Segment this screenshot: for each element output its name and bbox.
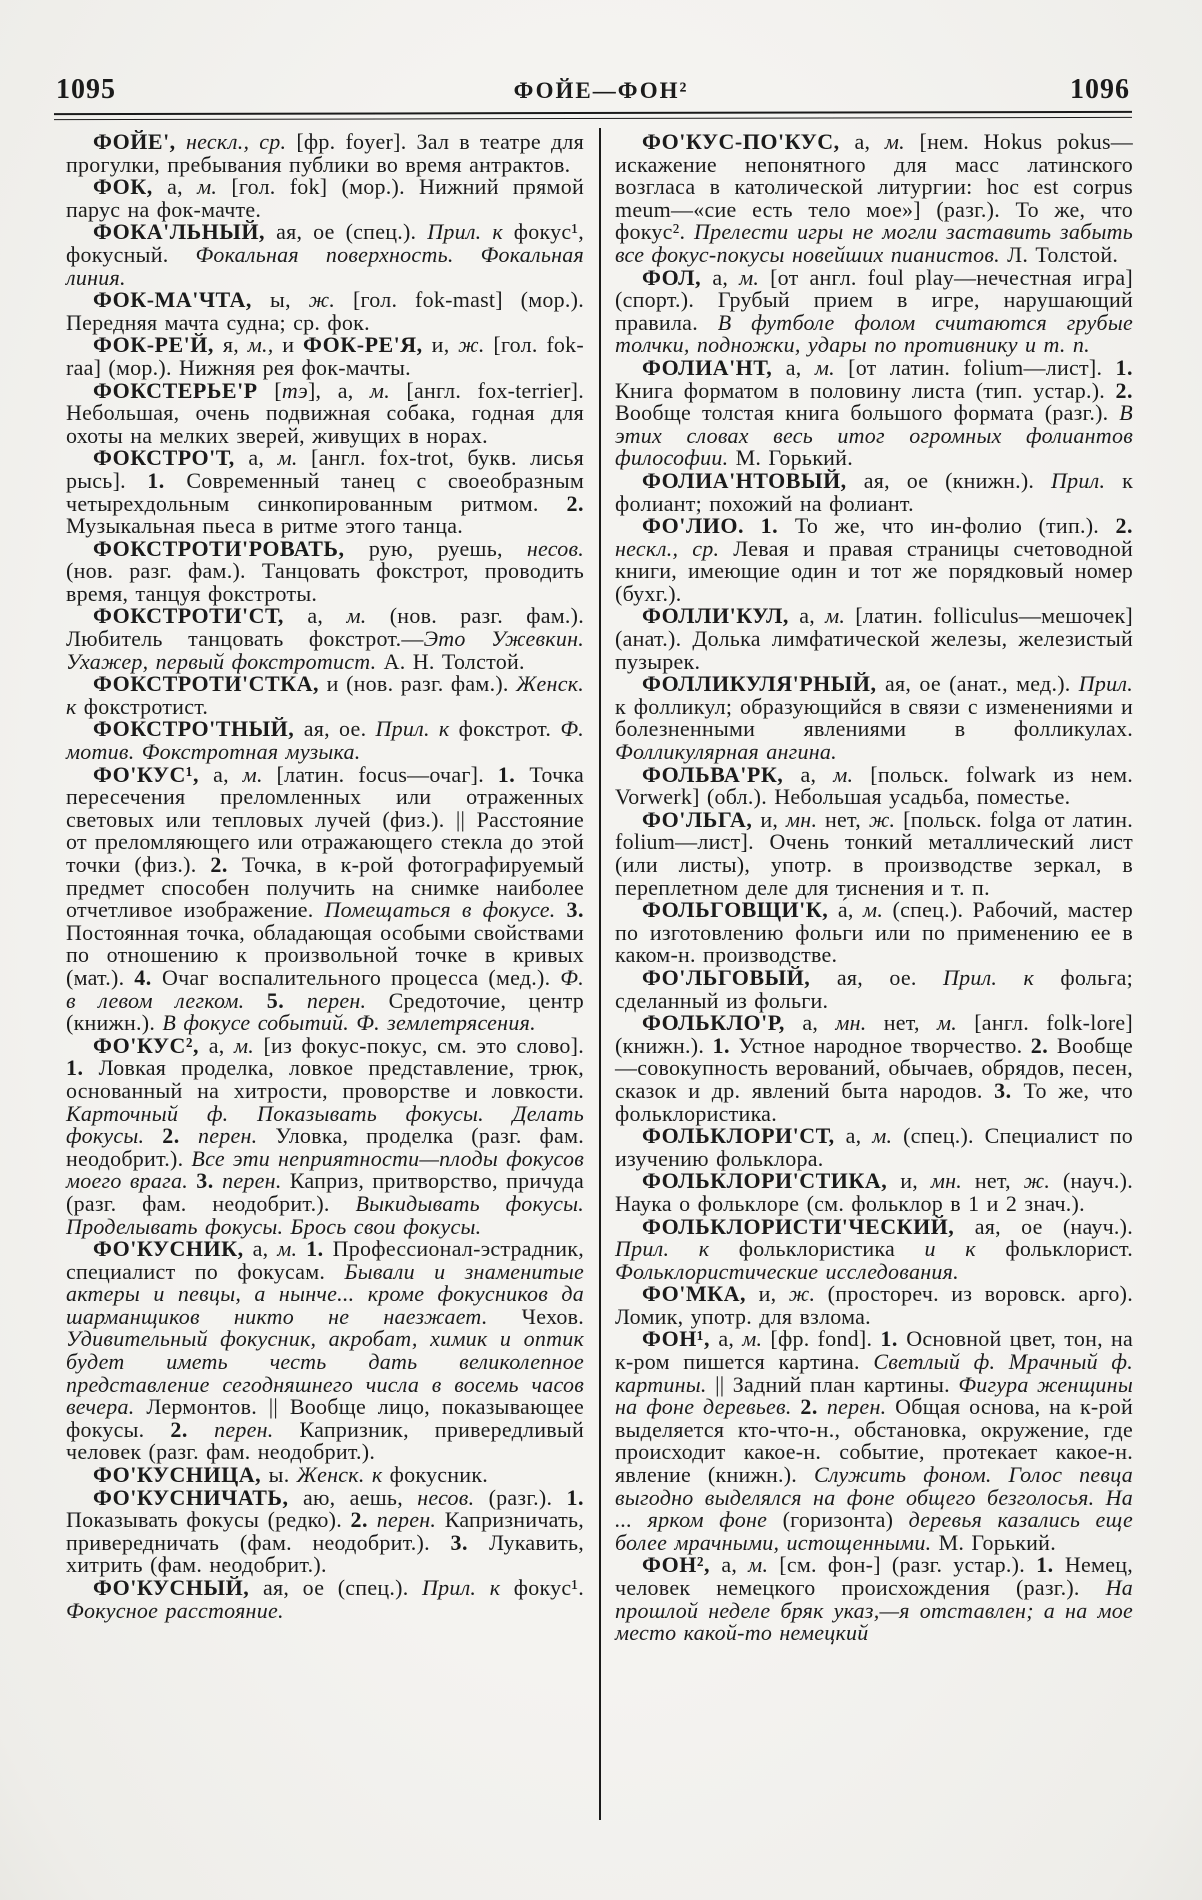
- text-segment: ФО'КУСНИЧАТЬ,: [93, 1484, 303, 1510]
- dictionary-entry-folklorist: [615, 1125, 1133, 1170]
- dictionary-entry-fokus-2: [66, 1032, 585, 1239]
- text-segment: а,: [213, 761, 243, 787]
- text-segment: ая, ое (науч.).: [974, 1213, 1133, 1239]
- text-segment: ФО'КУС²,: [93, 1032, 209, 1058]
- text-segment: м.: [814, 354, 849, 380]
- text-segment: То же, что фольклористика.: [615, 1077, 1133, 1126]
- text-segment: а,: [307, 603, 347, 629]
- text-segment: нескл., ср.: [185, 129, 297, 154]
- text-segment: Вообще—совокупность верований, обычаев, обрядов, песен, сказок и др. явлений быта народов.: [615, 1032, 1133, 1103]
- text-segment: м.: [872, 1123, 904, 1149]
- text-segment: (горизонта): [782, 1507, 909, 1533]
- text-segment: (науч.). Наука о фольклоре (см. фольклор в 1 и 2 знач.).: [615, 1168, 1133, 1216]
- text-segment: ФОЛЛИ'КУЛ,: [642, 603, 800, 629]
- text-segment: [гол. fok-raa] (мор.). Нижняя рея фок-мачты.: [66, 332, 584, 380]
- text-segment: 3.: [450, 1529, 489, 1555]
- text-segment: ая, ое (спец.).: [263, 1575, 422, 1600]
- text-segment: ФОЛЬКЛОРИ'СТ,: [642, 1123, 846, 1149]
- text-segment: В футболе фолом считаются грубые толчки, подножки, удары по противнику и т. п.: [615, 309, 1133, 358]
- text-segment: Прил. к: [942, 964, 1061, 990]
- text-segment: ФО'КУС¹,: [93, 761, 214, 787]
- text-segment: Прил.: [1078, 671, 1133, 697]
- dictionary-entry-folgovyj: [615, 964, 1133, 1013]
- text-segment: [: [274, 377, 282, 403]
- dictionary-entry-foliant: [615, 354, 1134, 471]
- text-segment: (простореч. из воровск. арго). Ломик, употр. для взлома.: [615, 1281, 1133, 1329]
- text-segment: ая, ое.: [303, 716, 376, 742]
- text-segment: ФОЛЬВА'РК,: [642, 761, 801, 787]
- text-segment: 3.: [994, 1077, 1024, 1103]
- text-segment: ФОК-РЕ'Й,: [93, 332, 223, 358]
- text-segment: 1.: [566, 1484, 584, 1510]
- dictionary-entry-fon-2: [615, 1554, 1133, 1644]
- text-segment: На прошлой неделе бряк указ,—я отставлен; а на мое место какой-то немецкий: [615, 1575, 1133, 1646]
- text-segment: В этих словах весь итог огромных фолиантов философии.: [615, 400, 1133, 471]
- text-segment: Бывали и знаменитые актеры и певцы, а нынче... кроме фокусников да шарманщиков никто не наезжает.: [66, 1258, 584, 1329]
- text-segment: ж.: [788, 1281, 828, 1307]
- text-segment: 1.: [880, 1326, 907, 1352]
- page-number-right: 1096: [1070, 74, 1130, 105]
- text-segment: 1.: [1115, 354, 1134, 380]
- text-segment: Все эти неприятности—плоды фокусов моего врага.: [66, 1145, 584, 1194]
- text-segment: Устное народное творчество.: [738, 1032, 1031, 1058]
- text-segment: ы,: [270, 287, 309, 313]
- text-segment: ФОН¹,: [642, 1326, 719, 1352]
- text-segment: ФОЛЛИКУЛЯ'РНЫЙ,: [642, 671, 885, 697]
- text-segment: 1.: [497, 761, 530, 787]
- text-segment: [нем. Hokus pokus—искажение непонятного для масс латинского возгласа в католической литургии: hoc est corpus meum—«сие есть тело мое»] (разг.). То же, что фокус².: [615, 129, 1134, 245]
- text-segment: мн.: [930, 1168, 975, 1194]
- text-segment: м.: [739, 264, 771, 290]
- text-segment: [англ. fox-terrier]. Небольшая, очень подвижная собака, годная для охоты на мелких зверей, живущих в норах.: [66, 377, 585, 448]
- text-segment: ФОЛИА'НТ,: [642, 354, 786, 380]
- text-segment: перен.: [376, 1507, 445, 1533]
- dictionary-entry-fomka: [615, 1283, 1133, 1328]
- text-segment: 1.: [66, 1055, 99, 1081]
- text-segment: нескл., ср.: [615, 535, 734, 561]
- text-segment: м.: [233, 1032, 264, 1058]
- text-segment: ая, ое.: [836, 964, 943, 990]
- header-rule: [54, 111, 1132, 120]
- text-segment: ФОК,: [93, 174, 168, 200]
- text-segment: перен.: [306, 987, 389, 1013]
- dictionary-entry-fokus-pokus: [615, 131, 1133, 267]
- text-segment: и,: [758, 1281, 789, 1307]
- dictionary-entry-folklor: [615, 1012, 1133, 1125]
- dictionary-entry-fon-1: [615, 1328, 1133, 1554]
- text-segment: Прил. к: [615, 1236, 739, 1262]
- text-segment: Средоточие, центр (книжн.).: [66, 987, 584, 1036]
- text-segment: (нов. разг. фам.). Любитель танцовать фокстрот.—: [66, 603, 584, 652]
- text-segment: Фокусное расстояние.: [66, 1597, 284, 1623]
- text-segment: [фр. foyer]. Зал в театре для прогулки, пребывания публики во время антрактов.: [66, 129, 585, 177]
- text-segment: м.: [863, 897, 893, 923]
- text-segment: [фр. fond].: [770, 1326, 881, 1352]
- text-segment: А. Н. Толстой.: [383, 648, 525, 674]
- text-segment: М. Горький.: [938, 1529, 1056, 1555]
- text-segment: перен.: [197, 1123, 276, 1149]
- text-segment: 2.: [350, 1507, 377, 1533]
- running-head: ФОЙЕ—ФОН²: [513, 78, 689, 103]
- text-segment: 3.: [566, 897, 584, 923]
- text-segment: ж.: [308, 287, 353, 313]
- text-segment: Прил. к: [375, 716, 459, 742]
- text-segment: к фолиант; похожий на фолиант.: [615, 467, 1134, 516]
- text-segment: 1.: [1036, 1552, 1065, 1578]
- text-segment: (спец.). Специалист по изучению фольклора.: [615, 1123, 1133, 1171]
- text-segment: ФО'ЛЬГОВЫЙ,: [642, 964, 837, 990]
- text-segment: [от англ. foul play—нечестная игра] (спорт.). Грубый прием в игре, нарушающий правила.: [615, 264, 1133, 335]
- text-segment: Постоянная точка, обладающая особыми свойствами по отношению к произвольной точке в кривых (мат.).: [66, 919, 584, 990]
- text-segment: Книга форматом в половину листа (тип. устар.).: [615, 377, 1116, 403]
- text-segment: а,: [712, 264, 740, 290]
- text-segment: перен.: [222, 1168, 290, 1194]
- text-segment: ФО'КУСНИК,: [93, 1236, 253, 1262]
- text-segment: Фолликулярная ангина.: [615, 739, 837, 765]
- text-segment: деревья казались еще более мрачными, истощенными.: [615, 1507, 1133, 1555]
- text-segment: Помещаться в фокусе.: [324, 897, 567, 923]
- text-segment: к фолликул; образующийся в связи с изменениями и болезненными явлениями в фолликулах.: [615, 693, 1133, 742]
- text-segment: и к: [924, 1236, 1006, 1262]
- text-segment: нет,: [825, 806, 869, 832]
- text-segment: Женск. к: [296, 1462, 390, 1488]
- dictionary-entry-follikulyarnyj: [615, 673, 1133, 763]
- text-segment: ФОЛИА'НТОВЫЙ,: [642, 467, 864, 493]
- dictionary-entry-folkloristicheskij: [615, 1213, 1133, 1284]
- text-segment: Очаг воспалительного процесса (мед.).: [161, 964, 561, 990]
- text-segment: 1.: [306, 1236, 333, 1262]
- text-segment: 1.: [712, 1032, 739, 1058]
- text-segment: Левая и правая страницы счетоводной книги, имеющие один и тот же порядковый номер (бухг.).: [615, 535, 1133, 606]
- text-segment: ж.: [458, 332, 494, 358]
- dictionary-entry-fok-machta: [66, 289, 584, 334]
- text-segment: 2.: [210, 852, 242, 877]
- page-number-left: 1095: [56, 74, 116, 105]
- text-segment: Ф. в левом легком.: [66, 964, 584, 1013]
- text-segment: ФО'КУСНИЦА,: [93, 1462, 269, 1488]
- text-segment: Ф. мотив. Фокстротная музыка.: [66, 716, 585, 765]
- text-segment: фокстрот.: [458, 716, 561, 742]
- dictionary-entry-foliantovyj: [615, 467, 1134, 516]
- text-segment: Прил.: [1051, 467, 1123, 493]
- text-segment: а,: [248, 445, 278, 471]
- text-segment: тэ: [281, 377, 308, 403]
- text-segment: Показывать фокусы (редко).: [66, 1507, 351, 1533]
- text-segment: ФО'ЛИО. 1.: [642, 513, 795, 539]
- text-segment: фольклористика: [738, 1236, 925, 1262]
- text-segment: а,: [252, 1236, 278, 1262]
- dictionary-entry-fokstrotnyj: [66, 718, 584, 763]
- text-segment: ая, ое (книжн.).: [863, 467, 1052, 493]
- text-segment: нет,: [974, 1168, 1024, 1194]
- text-segment: и (нов. разг. фам.).: [326, 671, 517, 697]
- text-segment: м.: [742, 1326, 771, 1352]
- text-segment: а,: [208, 1032, 234, 1058]
- dictionary-entry-foksterer: [66, 377, 585, 448]
- column-divider-rule: [599, 128, 601, 1820]
- dictionary-entry-folkloristika: [615, 1170, 1133, 1215]
- text-segment: ФОЙЕ',: [93, 129, 186, 154]
- text-segment: а,: [721, 1552, 749, 1578]
- dictionary-entry-folga: [615, 806, 1133, 900]
- text-segment: 2.: [800, 1394, 827, 1420]
- text-segment: ФО'МКА,: [642, 1281, 759, 1307]
- left-column: [66, 131, 584, 1622]
- text-segment: м.: [242, 761, 277, 787]
- text-segment: 2.: [170, 1416, 215, 1442]
- text-segment: Точка, в к-рой фотографируемый предмет способен получить на снимке наиболее отчетливое изображение.: [66, 852, 585, 923]
- text-segment: [гол. fok] (мор.). Нижний прямой парус на фок-мачте.: [66, 174, 584, 222]
- text-segment: ], а,: [307, 377, 370, 403]
- text-segment: фольга; сделанный из фольги.: [615, 964, 1133, 1013]
- text-segment: мн.: [835, 1010, 884, 1036]
- dictionary-entry-folvark: [615, 761, 1134, 810]
- text-segment: Профессионал-эстрадник, специалист по фокусам.: [66, 1236, 584, 1284]
- text-segment: Фокальная поверхность. Фокальная линия.: [66, 241, 585, 290]
- text-segment: ы.: [268, 1462, 297, 1488]
- text-segment: Общая основа, на к-рой выделяется кто-что-н., обстановка, окружение, где происходит какое-н. событие, протекает какое-н. явление (книжн.).: [615, 1394, 1133, 1488]
- text-segment: несов.: [417, 1484, 489, 1510]
- text-segment: м.: [277, 1236, 307, 1262]
- text-segment: В фокусе событий. Ф. землетрясения.: [162, 1010, 536, 1036]
- text-segment: 2.: [1030, 1032, 1057, 1058]
- text-segment: [гол. fok-mast] (мор.). Передняя мачта судна; ср. фок.: [66, 287, 584, 335]
- text-segment: 2.: [1115, 513, 1133, 539]
- text-segment: Л. Толстой.: [1007, 241, 1119, 267]
- text-segment: Прил. к: [421, 1575, 514, 1600]
- text-segment: ФОКСТРОТИ'СТКА,: [93, 671, 327, 697]
- dictionary-entry-fok-rej: [66, 334, 584, 379]
- text-segment: Женск. к: [66, 671, 584, 719]
- text-segment: Это Ужевкин. Ухажер, первый фокстротист.: [66, 626, 584, 674]
- text-segment: Музыкальная пьеса в ритме этого танца.: [66, 513, 464, 539]
- text-segment: Прил. к: [427, 219, 514, 245]
- dictionary-entry-fokstrot: [66, 447, 584, 537]
- text-segment: 4.: [134, 964, 162, 990]
- text-segment: аю, аешь,: [302, 1484, 418, 1510]
- text-segment: ФОКСТРОТИ'СТ,: [93, 603, 308, 629]
- text-segment: м.,: [247, 332, 283, 358]
- text-segment: а,: [167, 174, 198, 200]
- text-segment: а́,: [837, 897, 864, 923]
- text-segment: и,: [431, 332, 459, 358]
- text-segment: Светлый ф. Мрачный ф. картины.: [615, 1349, 1133, 1397]
- text-segment: Точка пересечения преломленных или отраженных световых или тепловых лучей (физ.). || Расстояние от преломляющего или отражающего стекла до этой точки (физ.).: [66, 761, 585, 877]
- text-segment: рую, руешь,: [368, 535, 527, 561]
- dictionary-entry-folio: [615, 515, 1133, 605]
- text-segment: ФОКСТРО'ТНЫЙ,: [93, 716, 304, 742]
- text-segment: Современный танец с своеобразным четырехдольным синкопированным ритмом.: [66, 467, 585, 516]
- text-segment: Капризник, привередливый человек (разг. фам. неодобрит.).: [66, 1416, 584, 1465]
- text-segment: ж.: [868, 806, 904, 832]
- text-segment: фольклорист.: [1005, 1236, 1133, 1262]
- text-segment: а,: [802, 1010, 836, 1036]
- text-segment: 2.: [1115, 377, 1133, 403]
- text-segment: Основной цвет, тон, на к-ром пишется картина.: [615, 1326, 1134, 1375]
- text-segment: я,: [222, 332, 248, 358]
- text-segment: М. Горький.: [735, 445, 853, 471]
- text-segment: Служить фоном. Голос певца выгодно выделялся на фоне общего безголосья. На ... ярком фоне: [615, 1462, 1133, 1533]
- text-segment: Фигура женщины на фоне деревьев.: [615, 1371, 1133, 1420]
- text-segment: То же, что ин-фолио (тип.).: [794, 513, 1116, 539]
- text-segment: Капризничать, привередничать (фам. неодобрит.).: [66, 1507, 584, 1555]
- text-segment: перен.: [214, 1416, 300, 1442]
- text-segment: 2.: [566, 490, 584, 516]
- text-segment: 1.: [147, 467, 187, 493]
- text-segment: м.: [346, 603, 390, 629]
- text-segment: ФОКСТРОТИ'РОВАТЬ,: [93, 535, 369, 561]
- dictionary-entry-fokusnitsa: [66, 1464, 584, 1487]
- text-segment: и: [282, 332, 304, 358]
- text-segment: ФОЛЬКЛОРИ'СТИКА,: [642, 1168, 901, 1194]
- text-segment: [от латин. folium—лист].: [848, 354, 1116, 380]
- text-segment: ФОК-РЕ'Я,: [303, 332, 432, 358]
- text-segment: а,: [854, 129, 885, 154]
- text-segment: перен.: [826, 1394, 896, 1420]
- text-segment: ФОКСТЕРЬЕ'Р: [93, 377, 275, 403]
- text-segment: [англ. fox-trot, букв. лисья рысь].: [66, 445, 585, 493]
- dictionary-entry-folgovshchik: [615, 899, 1133, 967]
- text-segment: Каприз, притворство, причуда (разг. фам. неодобрит.).: [66, 1168, 584, 1216]
- text-segment: м.: [197, 174, 232, 200]
- dictionary-entry-foye: [66, 131, 584, 176]
- text-segment: м.: [833, 761, 871, 787]
- text-segment: Фольклористические исследования.: [615, 1258, 959, 1284]
- text-segment: и,: [900, 1168, 931, 1194]
- text-segment: м.: [748, 1552, 780, 1578]
- dictionary-entry-fokalnyj: [66, 221, 584, 289]
- text-segment: Удивительный фокусник, акробат, химик и оптик будет иметь честь дать великолепное представление сегодняшнего числа в восемь часов вечера.: [66, 1326, 584, 1420]
- text-segment: фокстротист.: [83, 693, 209, 719]
- text-segment: [англ. folk-lore] (книжн.).: [615, 1010, 1133, 1058]
- text-segment: ФОК-МА'ЧТА,: [93, 287, 271, 313]
- text-segment: (спец.). Рабочий, мастер по изготовлению фольги или по применению ее в каком-н. производстве.: [615, 897, 1133, 968]
- text-segment: м.: [825, 603, 856, 629]
- text-segment: [латин. focus—очаг].: [276, 761, 498, 787]
- text-segment: Вообще толстая книга большого формата (разг.).: [615, 400, 1120, 426]
- text-segment: ФО'КУСНЫЙ,: [93, 1575, 264, 1600]
- dictionary-entry-fok: [66, 176, 584, 221]
- dictionary-entry-follikul: [615, 605, 1133, 673]
- text-segment: м.: [884, 129, 920, 154]
- text-segment: Прелести игры не могли заставить забыть все фокус-покусы новейших пианистов.: [615, 219, 1134, 267]
- text-segment: ая, ое (спец.).: [276, 219, 428, 245]
- text-segment: [латин. folliculus—мешочек] (анат.). Долька лимфатической железы, железистый пузырек.: [615, 603, 1134, 674]
- text-segment: а,: [800, 761, 834, 787]
- text-segment: мн.: [785, 806, 826, 832]
- text-segment: ФО'ЛЬГА,: [642, 806, 761, 832]
- text-segment: фокус¹.: [513, 1575, 584, 1600]
- text-segment: Лермонтов. || Вообще лицо, показывающее фокусы.: [66, 1394, 584, 1442]
- text-segment: фокусник.: [389, 1462, 489, 1488]
- right-column: [615, 131, 1133, 1645]
- dictionary-entry-fol: [615, 264, 1133, 358]
- text-segment: [из фокус-покус, см. это слово].: [263, 1032, 585, 1058]
- dictionary-entry-fokus-1: [66, 761, 585, 1036]
- text-segment: а,: [799, 603, 826, 629]
- text-segment: м.: [277, 445, 312, 471]
- text-segment: фокус¹, фокусный.: [66, 219, 584, 267]
- text-segment: 2.: [162, 1123, 198, 1149]
- text-segment: ФО'КУС-ПО'КУС,: [642, 129, 855, 154]
- text-segment: а,: [718, 1326, 743, 1352]
- text-segment: Лукавить, хитрить (фам. неодобрит.).: [66, 1529, 584, 1578]
- text-segment: Ловкая проделка, ловкое представление, трюк, основанный на хитрости, проворстве и ловкости.: [66, 1055, 585, 1103]
- dictionary-entry-fokusnyj: [66, 1577, 584, 1622]
- text-segment: || Задний план картины.: [715, 1371, 959, 1397]
- text-segment: Карточный ф. Показывать фокусы. Делать фокусы.: [66, 1100, 584, 1149]
- text-segment: Немец, человек немецкого происхождения (разг.).: [615, 1552, 1134, 1600]
- text-segment: ФОЛЬГОВЩИ'К,: [642, 897, 838, 923]
- text-segment: а,: [785, 354, 815, 380]
- text-segment: ФОН²,: [642, 1552, 722, 1578]
- text-segment: (разг.).: [488, 1484, 567, 1510]
- text-segment: ая, ое (анат., мед.).: [884, 671, 1079, 697]
- dictionary-entry-fokusnichat: [66, 1484, 584, 1578]
- text-segment: ФОЛЬКЛО'Р,: [642, 1010, 803, 1036]
- text-segment: (нов. разг. фам.). Танцовать фокстрот, проводить время, танцуя фокстроты.: [66, 558, 584, 606]
- text-segment: 5.: [266, 987, 307, 1013]
- text-segment: ж.: [1023, 1168, 1063, 1194]
- dictionary-entry-fokusnik: [66, 1238, 584, 1464]
- dictionary-entry-fokstrotirovat: [66, 535, 584, 606]
- text-segment: Чехов.: [521, 1303, 584, 1329]
- text-segment: ФОЛ,: [642, 264, 713, 290]
- text-segment: м.: [936, 1010, 975, 1036]
- text-segment: ФОКА'ЛЬНЫЙ,: [93, 219, 277, 245]
- text-segment: 3.: [196, 1168, 223, 1194]
- text-segment: несов.: [526, 535, 584, 561]
- text-segment: Уловка, проделка (разг. фам. неодобрит.).: [66, 1123, 584, 1171]
- text-segment: а,: [845, 1123, 873, 1149]
- text-segment: ФОЛЬКЛОРИСТИ'ЧЕСКИЙ,: [642, 1213, 975, 1239]
- text-segment: [см. фон-] (разг. устар.).: [779, 1552, 1037, 1578]
- text-segment: ФОКСТРО'Т,: [93, 445, 249, 471]
- text-segment: [польск. folwark из нем. Vorwerk] (обл.). Небольшая усадьба, поместье.: [615, 761, 1134, 810]
- text-segment: м.: [369, 377, 407, 403]
- text-segment: и,: [760, 806, 786, 832]
- text-segment: [польск. folga от латин. folium—лист]. Очень тонкий металлический лист (или листы), употр. в производстве зеркал, в переплетном деле для тиснения и т. п.: [615, 806, 1133, 900]
- text-segment: Выкидывать фокусы. Проделывать фокусы. Брось свои фокусы.: [66, 1190, 584, 1239]
- dictionary-entry-fokstrotist: [66, 605, 584, 673]
- dictionary-entry-fokstrotistka: [66, 673, 584, 718]
- text-segment: нет,: [883, 1010, 937, 1036]
